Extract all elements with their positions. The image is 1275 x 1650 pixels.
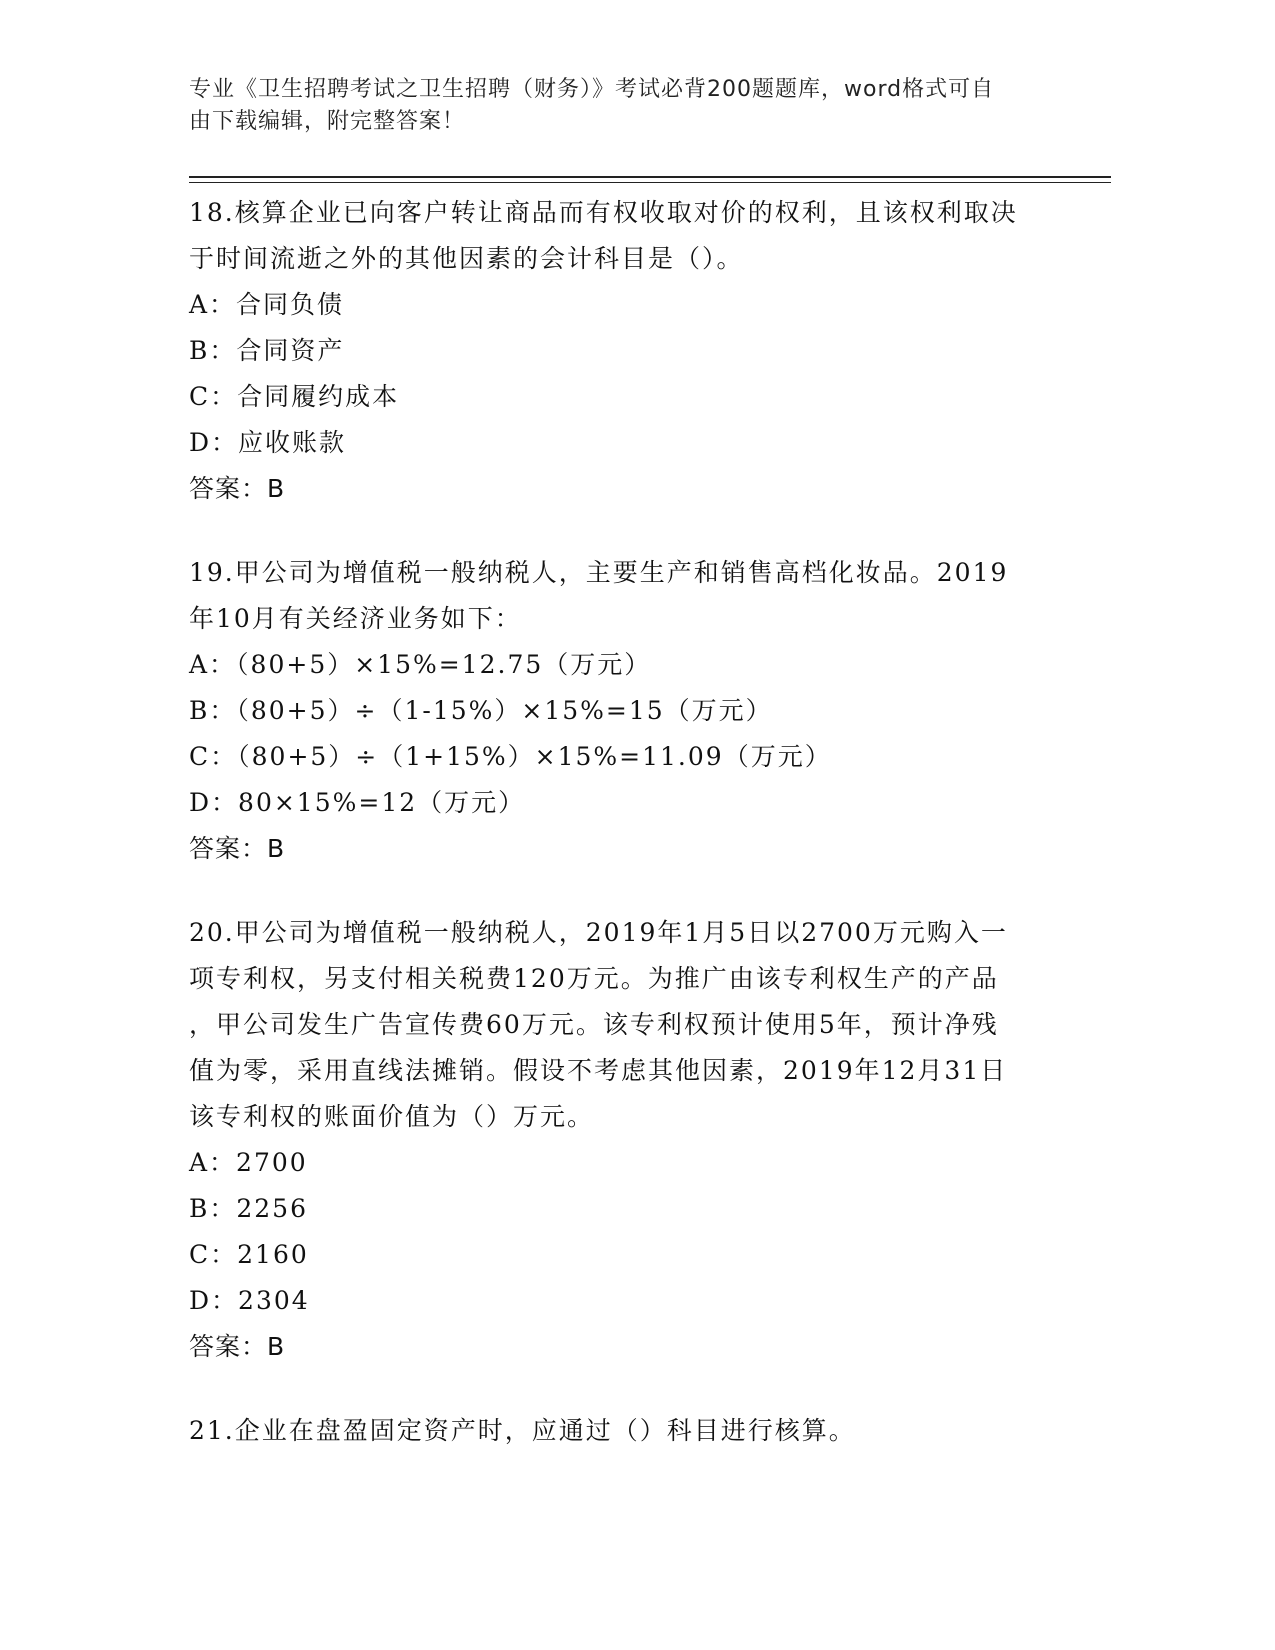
option-c: C：合同履约成本 (189, 382, 400, 411)
header-line-2: 由下载编辑，附完整答案！ (189, 109, 466, 134)
answer: 答案：B (189, 1332, 286, 1361)
question-text-line: 18.核算企业已向客户转让商品而有权收取对价的权利，且该权利取决 (189, 198, 1018, 227)
option-a: A：合同负债 (189, 290, 345, 319)
option-d: D：2304 (189, 1286, 310, 1315)
option-c: C：2160 (189, 1240, 309, 1269)
question-text-line: 值为零，采用直线法摊销。假设不考虑其他因素，2019年12月31日 (189, 1056, 1008, 1085)
question-text-line: ，甲公司发生广告宣传费60万元。该专利权预计使用5年，预计净残 (189, 1010, 999, 1039)
option-c: C：（80+5）÷（1+15%）×15%=11.09（万元） (189, 742, 832, 771)
option-b: B：合同资产 (189, 336, 345, 365)
question-text-line: 年10月有关经济业务如下： (189, 604, 522, 633)
question-21 (189, 1408, 1089, 1454)
question-text-line: 项专利权，另支付相关税费120万元。为推广由该专利权生产的产品 (189, 964, 999, 993)
header-divider-thin (189, 182, 1111, 183)
question-text-line: 于时间流逝之外的其他因素的会计科目是（）。 (189, 244, 744, 273)
question-text-line: 19.甲公司为增值税一般纳税人，主要生产和销售高档化妆品。2019 (189, 558, 1009, 587)
option-b: B：2256 (189, 1194, 308, 1223)
question-text-line: 该专利权的账面价值为（）万元。 (189, 1102, 595, 1131)
option-d: D：80×15%=12（万元） (189, 788, 526, 817)
option-d: D：应收账款 (189, 428, 347, 457)
document-header (189, 74, 1089, 138)
question-text-line: 21.企业在盘盈固定资产时，应通过（）科目进行核算。 (189, 1416, 856, 1445)
question-19 (189, 550, 1089, 872)
question-20 (189, 910, 1089, 1370)
option-a: A：（80+5）×15%=12.75（万元） (189, 650, 652, 679)
question-text-line: 20.甲公司为增值税一般纳税人，2019年1月5日以2700万元购入一 (189, 918, 1008, 947)
header-divider-thick (189, 176, 1111, 178)
question-18 (189, 190, 1089, 512)
header-line-1: 专业《卫生招聘考试之卫生招聘（财务）》考试必背200题题库，word格式可自 (189, 77, 995, 102)
question-list (189, 190, 1089, 1492)
option-b: B：（80+5）÷（1-15%）×15%=15（万元） (189, 696, 773, 725)
answer: 答案：B (189, 474, 286, 503)
option-a: A：2700 (189, 1148, 308, 1177)
answer: 答案：B (189, 834, 286, 863)
